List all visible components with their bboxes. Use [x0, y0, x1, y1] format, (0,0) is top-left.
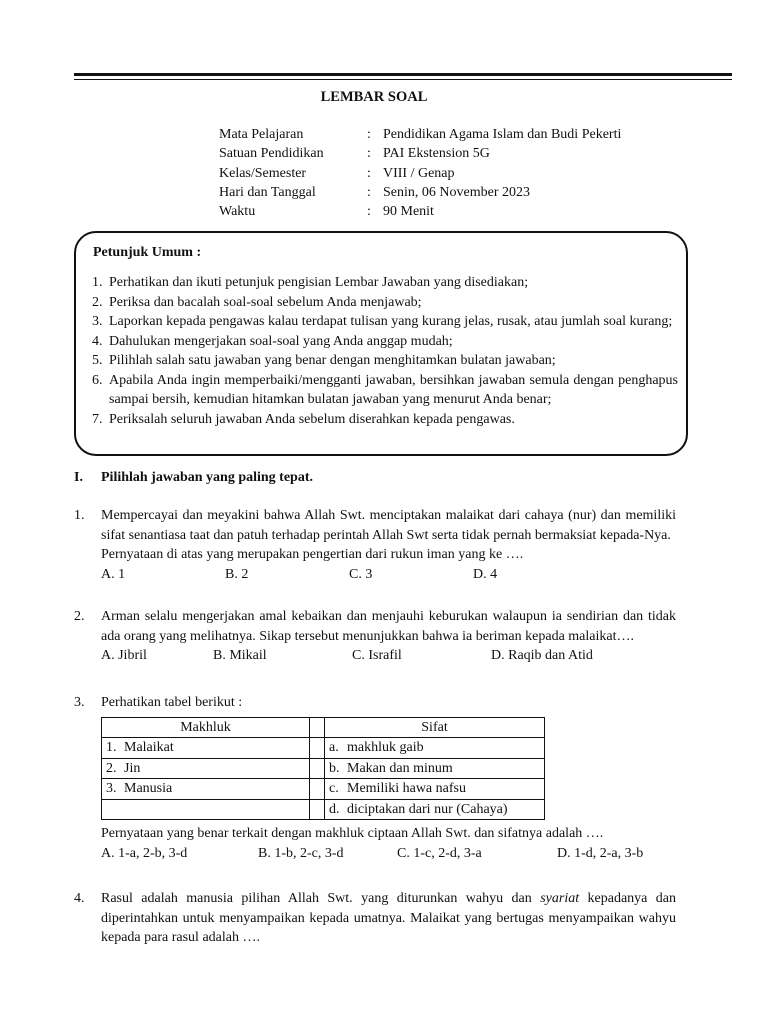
instruction-item: 7. Periksalah seluruh jawaban Anda sebelum diserahkan kepada pengawas.	[92, 411, 515, 427]
instruction-item: 4. Dahulukan mengerjakan soal-soal yang Anda anggap mudah;	[92, 333, 453, 349]
top-rule-thin	[74, 79, 732, 80]
instruction-item: 2. Periksa dan bacalah soal-soal sebelum Anda menjawab;	[92, 294, 422, 310]
meta-row-time: Waktu : 90 Menit	[219, 204, 434, 220]
exam-meta	[219, 125, 621, 221]
question-2: 2. Arman selalu mengerjakan amal kebaikan dan menjauhi keburukan walaupun ia sendirian dan tidak ada orang yang melihatnya. Sikap tersebut menunjukkan bahwa ia beriman kepada malaikat…. A. Jibril B. Mikail C. Israfil D. Raqib dan Atid	[74, 607, 676, 666]
meta-row-subject: Mata Pelajaran : Pendidikan Agama Islam dan Budi Pekerti	[219, 127, 622, 142]
option-d[interactable]: D. Raqib dan Atid	[491, 648, 593, 663]
question-text: Arman selalu mengerjakan amal kebaikan dan menjauhi keburukan walaupun ia sendirian dan tidak ada orang yang melihatnya. Sikap tersebut menunjukkan bahwa ia beriman kepada malaikat….	[101, 609, 676, 644]
instruction-item: 5. Pilihlah salah satu jawaban yang benar dengan menghitamkan bulatan jawaban;	[92, 353, 556, 368]
meta-row-date: Hari dan Tanggal : Senin, 06 November 2023	[219, 184, 530, 200]
instruction-item: 1. Perhatikan dan ikuti petunjuk pengisian Lembar Jawaban yang disediakan;	[92, 275, 529, 290]
table-cell-empty	[102, 799, 310, 820]
question-prompt: Pernyataan yang benar terkait dengan makhluk ciptaan Allah Swt. dan sifatnya adalah ….	[101, 826, 604, 841]
page-title: LEMBAR SOAL	[320, 89, 428, 105]
top-rule-thick	[74, 73, 732, 76]
question-prompt: Pernyataan di atas yang merupakan pengertian dari rukun iman yang ke ….	[101, 547, 524, 562]
table-header-sifat: Sifat	[325, 717, 545, 738]
question-text: Mempercayai dan meyakini bahwa Allah Swt. menciptakan malaikat dari cahaya (nur) dan memiliki sifat senantiasa taat dan patuh terhadap perintah Allah Swt serta tidak pernah bermaksiat kepada-Nya.	[101, 508, 676, 543]
table-spacer	[310, 758, 325, 779]
option-b[interactable]: B. Mikail	[213, 648, 267, 663]
instruction-item: 3. Laporkan kepada pengawas kalau terdapat tulisan yang kurang jelas, rusak, atau jumlah soal kurang;	[92, 314, 673, 329]
question-1: 1. Mempercayai dan meyakini bahwa Allah Swt. menciptakan malaikat dari cahaya (nur) dan memiliki sifat senantiasa taat dan patuh terhadap perintah Allah Swt serta tidak pernah bermaksiat kepada-Nya. Pernyataan di atas yang merupakan pengertian dari rukun iman yang ke …. A. 1 B. 2 C. 3 D. 4	[74, 506, 676, 584]
option-a[interactable]: A. 1-a, 2-b, 3-d	[101, 845, 188, 861]
question-4: 4. Rasul adalah manusia pilihan Allah Swt. yang diturunkan wahyu dan syariat kepadanya dan diperintahkan untuk menyampaikan kepada umatnya. Malaikat yang bertugas menyampaikan wahyu kepada para rasul adalah ….	[74, 889, 676, 948]
table-spacer	[310, 779, 325, 800]
option-c[interactable]: C. 1-c, 2-d, 3-a	[397, 845, 482, 861]
table-cell: b. Makan dan minum	[325, 758, 545, 779]
instructions-box	[74, 231, 688, 456]
answer-options	[101, 844, 676, 864]
table-spacer	[310, 717, 325, 738]
section-heading: I. Pilihlah jawaban yang paling tepat.	[74, 470, 313, 485]
option-b[interactable]: B. 2	[225, 566, 249, 582]
option-a[interactable]: A. 1	[101, 566, 126, 582]
option-d[interactable]: D. 4	[473, 566, 498, 582]
meta-row-class: Kelas/Semester : VIII / Genap	[219, 165, 455, 181]
table-cell: 1. Malaikat	[102, 738, 310, 759]
table-spacer	[310, 738, 325, 759]
instructions-heading: Petunjuk Umum :	[93, 245, 202, 260]
option-b[interactable]: B. 1-b, 2-c, 3-d	[258, 845, 344, 861]
question-3: 3. Perhatikan tabel berikut : Makhluk Sifat 1. Malaikat a. makhluk gaib 2. Jin b. Makan dan minum 3. Manusia c. Memiliki hawa nafsu d. diciptakan dari nur (Cahaya) Pernyataan yang benar terkait dengan makhluk ciptaan Allah Swt. dan sifatnya adalah …. A. 1-a, 2-b, 3-d B. 1-b, 2-c, 3-d C. 1-c, 2-d, 3-a D. 1-d, 2-a, 3-b	[74, 693, 676, 863]
instructions-list	[92, 273, 678, 429]
answer-options	[101, 646, 676, 666]
question-text: Perhatikan tabel berikut :	[101, 695, 243, 710]
option-d[interactable]: D. 1-d, 2-a, 3-b	[557, 845, 644, 861]
table-cell: c. Memiliki hawa nafsu	[325, 779, 545, 800]
makhluk-sifat-table	[101, 717, 545, 821]
meta-row-unit: Satuan Pendidikan : PAI Ekstension 5G	[219, 146, 490, 162]
option-a[interactable]: A. Jibril	[101, 648, 147, 663]
table-cell: d. diciptakan dari nur (Cahaya)	[325, 799, 545, 820]
question-text: Rasul adalah manusia pilihan Allah Swt. yang diturunkan wahyu dan syariat kepadanya dan diperintahkan untuk menyampaikan kepada umatnya. Malaikat yang bertugas menyampaikan wahyu kepada para rasul adalah ….	[101, 891, 677, 945]
table-cell: 3. Manusia	[102, 779, 310, 800]
option-c[interactable]: C. Israfil	[352, 648, 402, 663]
table-spacer	[310, 799, 325, 820]
table-cell: a. makhluk gaib	[325, 738, 545, 759]
table-header-makhluk: Makhluk	[102, 717, 310, 738]
option-c[interactable]: C. 3	[349, 566, 373, 582]
answer-options	[101, 565, 676, 585]
table-cell: 2. Jin	[102, 758, 310, 779]
instruction-item: 6. Apabila Anda ingin memperbaiki/mengganti jawaban, bersihkan jawaban semula dengan penghapus sampai bersih, kemudian hitamkan bulatan jawaban yang menurut Anda benar;	[92, 372, 678, 407]
